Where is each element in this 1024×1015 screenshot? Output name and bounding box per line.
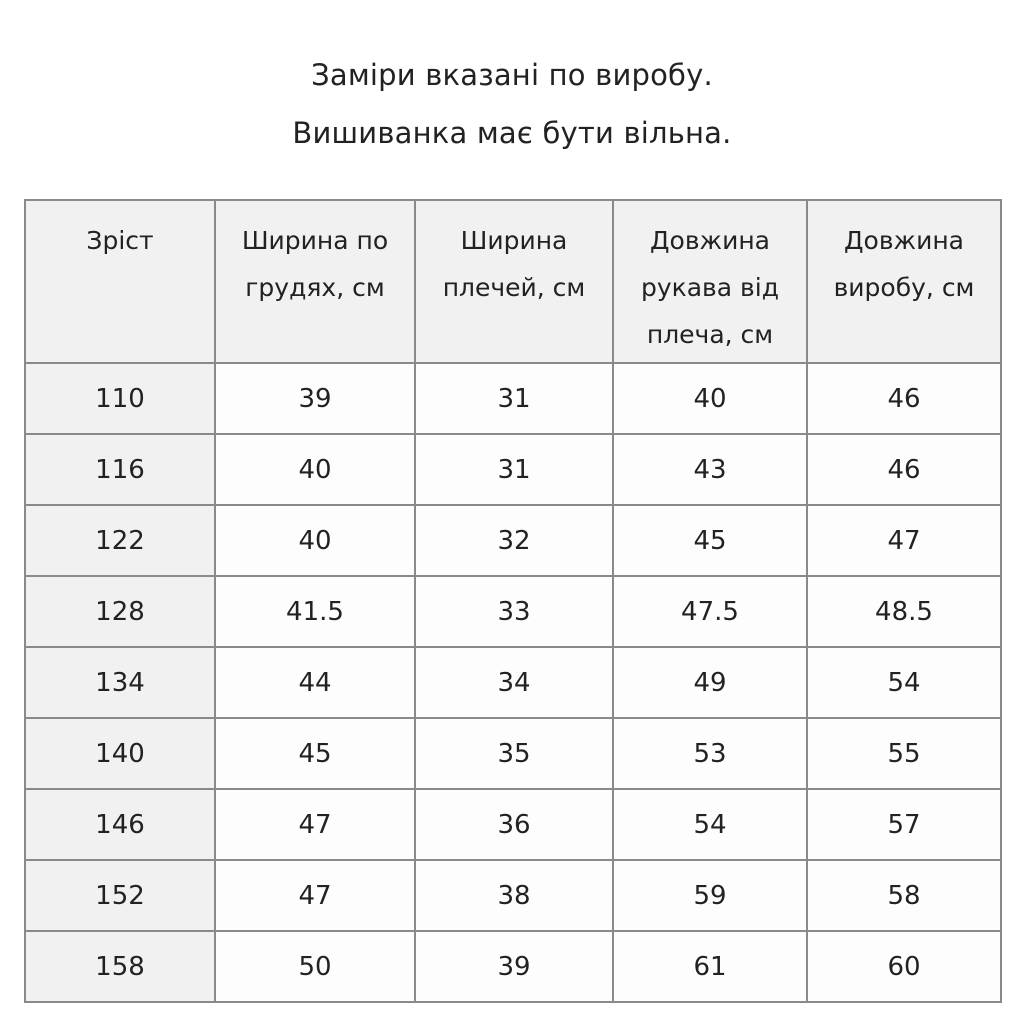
cell-chest-width: 50 — [216, 932, 416, 1003]
table-body — [26, 364, 1002, 1003]
table-row — [26, 719, 1002, 790]
table-row — [26, 932, 1002, 1003]
header-sleeve-length: Довжина рукава від плеча, см — [614, 201, 808, 364]
cell-chest-width: 47 — [216, 861, 416, 932]
intro-line-1: Заміри вказані по виробу. — [311, 58, 713, 92]
header-garment-length: Довжина виробу, см — [808, 201, 1002, 364]
cell-sleeve-length: 45 — [614, 506, 808, 577]
cell-sleeve-length: 49 — [614, 648, 808, 719]
cell-sleeve-length: 61 — [614, 932, 808, 1003]
cell-shoulder-width: 35 — [416, 719, 614, 790]
cell-chest-width: 40 — [216, 506, 416, 577]
cell-garment-length: 57 — [808, 790, 1002, 861]
cell-garment-length: 47 — [808, 506, 1002, 577]
table-row — [26, 506, 1002, 577]
header-chest-width: Ширина по грудях, см — [216, 201, 416, 364]
intro-text — [0, 46, 1024, 162]
header-height: Зріст — [26, 201, 216, 364]
cell-height: 146 — [26, 790, 216, 861]
header-shoulder-width: Ширина плечей, см — [416, 201, 614, 364]
cell-height: 122 — [26, 506, 216, 577]
cell-shoulder-width: 34 — [416, 648, 614, 719]
cell-shoulder-width: 31 — [416, 435, 614, 506]
cell-shoulder-width: 38 — [416, 861, 614, 932]
table-row — [26, 861, 1002, 932]
intro-line-2: Вишиванка має бути вільна. — [292, 116, 732, 150]
cell-height: 158 — [26, 932, 216, 1003]
table-row — [26, 648, 1002, 719]
cell-height: 134 — [26, 648, 216, 719]
table-header-row — [26, 201, 1002, 364]
cell-shoulder-width: 33 — [416, 577, 614, 648]
cell-sleeve-length: 53 — [614, 719, 808, 790]
cell-height: 140 — [26, 719, 216, 790]
cell-sleeve-length: 40 — [614, 364, 808, 435]
cell-height: 116 — [26, 435, 216, 506]
cell-garment-length: 58 — [808, 861, 1002, 932]
size-table — [24, 199, 1002, 1003]
cell-garment-length: 60 — [808, 932, 1002, 1003]
table-row — [26, 364, 1002, 435]
cell-sleeve-length: 47.5 — [614, 577, 808, 648]
cell-height: 152 — [26, 861, 216, 932]
cell-sleeve-length: 43 — [614, 435, 808, 506]
cell-chest-width: 39 — [216, 364, 416, 435]
cell-sleeve-length: 54 — [614, 790, 808, 861]
cell-shoulder-width: 39 — [416, 932, 614, 1003]
cell-chest-width: 41.5 — [216, 577, 416, 648]
cell-garment-length: 46 — [808, 435, 1002, 506]
cell-chest-width: 47 — [216, 790, 416, 861]
cell-chest-width: 40 — [216, 435, 416, 506]
cell-sleeve-length: 59 — [614, 861, 808, 932]
cell-height: 110 — [26, 364, 216, 435]
cell-chest-width: 44 — [216, 648, 416, 719]
cell-chest-width: 45 — [216, 719, 416, 790]
table-row — [26, 790, 1002, 861]
cell-garment-length: 55 — [808, 719, 1002, 790]
cell-garment-length: 46 — [808, 364, 1002, 435]
table-row — [26, 577, 1002, 648]
cell-height: 128 — [26, 577, 216, 648]
cell-shoulder-width: 31 — [416, 364, 614, 435]
table-row — [26, 435, 1002, 506]
cell-shoulder-width: 36 — [416, 790, 614, 861]
cell-garment-length: 48.5 — [808, 577, 1002, 648]
cell-shoulder-width: 32 — [416, 506, 614, 577]
cell-garment-length: 54 — [808, 648, 1002, 719]
